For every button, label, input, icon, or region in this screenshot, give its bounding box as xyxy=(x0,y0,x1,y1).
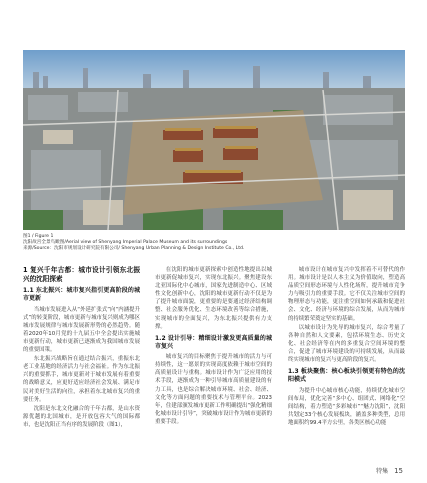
page-number: 15 xyxy=(394,467,403,475)
column-2 xyxy=(155,266,272,427)
paragraph: 为提升中心城市核心功能，持续优化城市空间布局，优化完善“多中心、组团式、网络化”空间结构，着力塑造“多彩城市”“魅力沈阳”，沈阳共划定33个核心发展板块，涵盖多种类型，总用地面积约99.4平方公里，各类区核心功能 xyxy=(288,387,405,426)
subsection-heading-1-3: 1.3 板块聚焦：核心板块引领更有特色的沈阳模式 xyxy=(288,368,405,384)
subsection-heading-1-2: 1.2 设计引导：精细设计激发更高质量的城市复兴 xyxy=(155,334,272,350)
paragraph: 城市设计在城市复兴中发挥着不可替代的作用。城市设计是以人本主义为价值取向，塑造高品质空间形态环境与人性化场所，提升城市竞争力与吸引力的重要手段。它不仅关注城市空间的物理形态与功能，更注重空间如何承载和促进社会、文化、经济与环境的综合发展，从而为城市的持续繁荣奠定坚实的基础。 xyxy=(288,267,405,322)
figure-caption-text: 沈阳故宫全景鸟瞰图/Aerial view of Shenyang Imperial Palace Museum and its surroundings xyxy=(23,240,228,246)
column-1 xyxy=(23,266,140,430)
column-3 xyxy=(288,266,405,428)
aerial-photo xyxy=(23,50,405,230)
paragraph: 在沈阳的城市更新探索中创造性地提出以城市更新促城市复兴，实现东北振兴。聚焦建设东北亚国际化中心城市，国家先进制造中心、区域性文化创新中心，沈阳的城市更新行动不仅是为了提升城市面貌，更重要的是要通过经济结构调整、社会服务优化、生态环境改善等综合措施，实现城市的全面复兴，为东北振兴提供有力支撑。 xyxy=(155,267,272,330)
page-footer xyxy=(376,466,403,475)
paragraph: 城市复兴的目标聚焦于提升城市的活力与可持续性，这一愿景的实现高度依赖于城市空间的高质量设计与重构。城市设计作为广泛应用的技术手段，逐渐成为一种引导城市高质量建设的有力工具，也是综合解决城市环境、社会、经济、文化等方面问题的重要技术与管理平台。2023年，住建部颁发城市更新工作明确提出“强化精细化城市设计引导”，突破城市设计作为城市更新的重要手段。 xyxy=(155,354,272,425)
section-heading: 1 复兴千年古都：城市设计引领东北振兴的沈阳探索 xyxy=(23,266,140,283)
paragraph: 东北振兴战略旨在通过结合振兴，重振东北老工业基地的经济活力与社会福祉。作为东北振兴的重要抓手，城市更新对于城市发展有着重要的战略意义，应更好适应经济社会发展、满足市民对美好生活的向往，承担着东北城市复兴的重要任务。 xyxy=(23,356,140,403)
figure-caption xyxy=(23,234,405,253)
subsection-heading-1-1: 1.1 东北振兴：城市复兴指引更高阶段的城市更新 xyxy=(23,287,140,303)
paragraph: 沈阳是东北文化融合的千年古都，是山水资源优越的北国城市，是开放包容大气的国际都市，也是沈阳正当有序的发展阶段（图1）， xyxy=(23,405,140,428)
figure-label: 图1 / Figure 1 xyxy=(23,234,54,239)
paragraph: 当城市发展进入从“外延扩张式”向“内涵提升式”的转变阶段，城市更新与城市复兴则成为哪区城市发展规律与城市发展新形势的必然趋势。随着2020年10月党的十九届五中全会提出实施城市更新行动，城市更新已逐渐成为我国城市发展的重要国策。 xyxy=(23,306,140,354)
footer-label: 特集 xyxy=(376,468,389,475)
figure-source: 来源/Source：沈阳市规划设计研究院有限公司/ Shenyang Urban Planning & Design Institute Co., Ltd. xyxy=(23,246,245,252)
paragraph: 以城市设计为先导的城市复兴，综合考量了各种自然和人文要素，包括环境生态、历史文化、社会经济等在内的多重复合空间环境的整合，促进了城市环境建设的可持续发展，从而最终实现城市的复兴与更高阶段的复兴。 xyxy=(288,324,405,364)
